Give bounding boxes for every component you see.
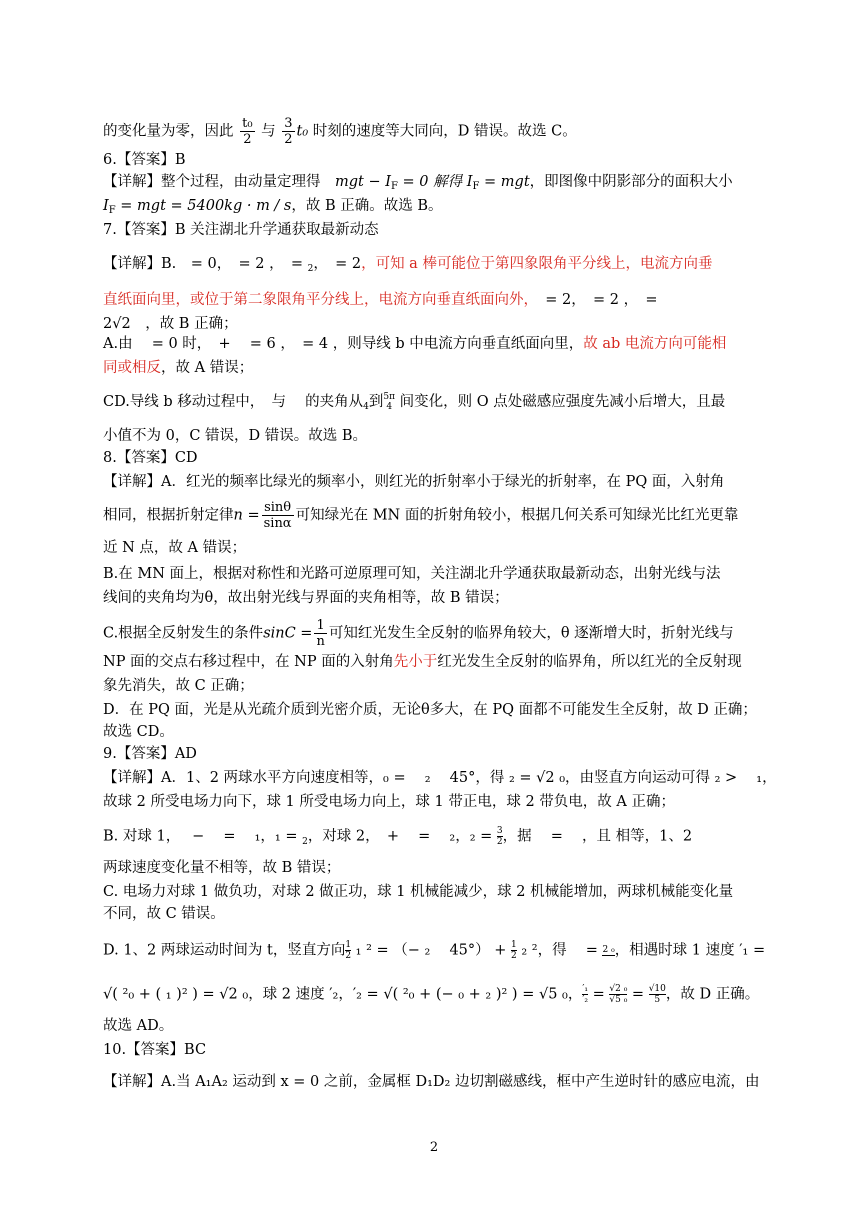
line-19: C.根据全反射发生的条件sinC = $\frac{1}{n}$ 可知红光发生全反射的临界角较大，θ 逐渐增大时，折射光线与 (103, 618, 734, 649)
line-10: 同或相反，故 A 错误； (103, 360, 254, 376)
text: 时刻的速度等大同向，D 错误。故选 C。 (312, 123, 577, 140)
line-28: 两球速度变化量不相等，故 B 错误； (103, 860, 341, 876)
answer-6: 6.【答案】B (103, 152, 186, 168)
line-22: D．在 PQ 面，光是从光疏介质到光密介质，无论θ多大，在 PQ 面都不可能发生全反射，故 D 正确； (103, 702, 757, 718)
line-17: B.在 MN 面上，根据对称性和光路可逆原理可知，关注湖北升学通获取最新动态，出射光线与法 (103, 566, 721, 582)
line-27: B. 对球 1， − = ₁，₁ = 2，对球 2， + = ₂，₂ = $\frac{3}{2}$，据 = ，且 相等，1、2 (103, 826, 693, 847)
line-16: 近 N 点，故 A 错误； (103, 540, 247, 556)
line-21: 象先消失，故 C 正确； (103, 678, 254, 694)
line-4: $I_F$ = mgt = 5400kg · m / s，故 B 正确。故选 B。 (103, 198, 443, 216)
line-29: C. 电场力对球 1 做负功，对球 2 做正功，球 1 机械能减少，球 2 机械能增加，两球机械能变化量 (103, 884, 734, 900)
page-number: 2 (429, 1140, 439, 1155)
line-9: A.由 = 0 时， + = 6 ， = 4 ，则导线 b 中电流方向垂直纸面向里，故 ab 电流方向可能相 (103, 336, 727, 352)
text: 与 (261, 123, 276, 140)
line-7: 直纸面向里，或位于第二象限角平分线上，电流方向垂直纸面向外， = 2， = 2 ， = (103, 292, 658, 308)
line-23: 故选 CD。 (103, 724, 174, 740)
line-30: 不同，故 C 错误。 (103, 906, 225, 922)
line-26: 故球 2 所受电场力向下，球 1 所受电场力向上，球 1 带正电，球 2 带负电，故 A 正确； (103, 794, 675, 810)
line-31: D. 1、2 两球运动时间为 t，竖直方向 $\frac{1}{2} _1$ ² = （− ₂ 45°） + $\frac{1}{2} _2$ ²，得 = 2 ₀ ，相遇时球 1 速度 ′₁ = (103, 940, 766, 961)
answer-8: 8.【答案】CD (103, 450, 198, 466)
fraction-3-over-2: $\frac{3}{2}$ (284, 116, 293, 147)
text: 的变化量为零，因此 (103, 123, 234, 140)
t0-symbol: t₀ (296, 123, 309, 140)
line-12: 小值不为 0，C 错误，D 错误。故选 B。 (103, 428, 368, 444)
line-20: NP 面的交点右移过程中，在 NP 面的入射角先小于红光发生全反射的临界角，所以红光的全反射现 (103, 654, 742, 670)
line-6: 【详解】B. = 0， = 2 ， = 2， = 2，可知 a 棒可能位于第四象限角平分线上，电流方向垂 (103, 256, 713, 274)
answer-9: 9.【答案】AD (103, 746, 197, 762)
line-18: 线间的夹角均为θ，故出射光线与界面的夹角相等，故 B 错误； (103, 590, 509, 606)
fraction-t0-over-2: $\frac{\text{t₀}}{2}$ (242, 116, 253, 147)
line-1 (103, 116, 768, 147)
line-3: 【详解】整个过程，由动量定理得 mgt − $I_F = 0$ 解得 $I_F$ = mgt，即图像中阴影部分的面积大小 (103, 174, 733, 192)
line-33: 故选 AD。 (103, 1018, 174, 1034)
line-14: 【详解】A．红光的频率比绿光的频率小，则红光的折射率小于绿光的折射率，在 PQ 面，入射角 (103, 474, 725, 490)
line-32: √( ²₀ + ( ₁ )² ) = √2 ₀，球 2 速度 ′₂，′₂ = √( ²₀ + (− ₀ + ₂ )² ) = √5 ₀， ′₁ ′₂ = $\frac{\text{√2 ₀}}{\text{√5 ₀}}$ = $\frac{√10}{5}$，故 D 正确。 (103, 984, 760, 1005)
line-15: 相同，根据折射定律n = $\frac{\sin\theta}{\sin\alpha}$ 可知绿光在 MN 面的折射角较小，根据几何关系可知绿光比红光更靠 (103, 500, 739, 531)
answer-10: 10.【答案】BC (103, 1042, 207, 1058)
line-35: 【详解】A.当 A₁A₂ 运动到 x = 0 之前，金属框 D₁D₂ 边切割磁感线，框中产生逆时针的感应电流，由 (103, 1074, 760, 1090)
answer-7: 7.【答案】B 关注湖北升学通获取最新动态 (103, 222, 379, 238)
line-8: 2√2 ，故 B 正确； (103, 316, 238, 332)
line-25: 【详解】A．1、2 两球水平方向速度相等，₀ = ₂ 45°，得 ₂ = √2 ₀，由竖直方向运动可得 ₂ > ₁， (103, 770, 777, 786)
line-11: CD.导线 b 移动过程中， 与 的夹角从 4到 5π 4 间变化，则 O 点处磁感应强度先减小后增大，且最 (103, 392, 726, 412)
